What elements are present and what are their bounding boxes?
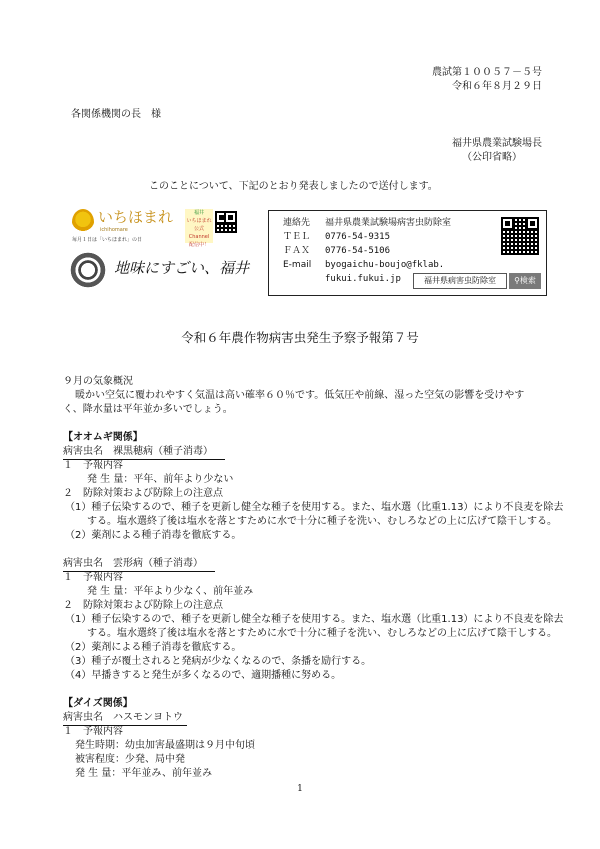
weather-line-1: 暖かい空気に覆われやすく気温は高い確率６０％です。低気圧や前線、湿った空気の影響を受けやす: [75, 390, 525, 401]
pest-line: 発 生 量：平年より少なく、前年並み: [87, 586, 254, 597]
contact-label: 連絡先: [283, 218, 311, 228]
pest-line: する。塩水選終了後は塩水を落とすために水で十分に種子を洗い、むしろなどの上に広げて陰干しする。: [87, 628, 557, 639]
pest-line: （1）種子伝染するので、種子を更新し健全な種子を使用する。また、塩水選（比重1.13）により不良麦を除去: [65, 614, 564, 625]
pest-line: 被害程度：少発、局中発: [75, 754, 185, 765]
tel-number: 0776-54-9315: [325, 232, 391, 242]
pest-line: 発 生 量：平年並み、前年並み: [75, 768, 212, 779]
seal-note: （公印省略）: [462, 152, 522, 163]
intro-text: このことについて、下記のとおり発表しましたので送付します。: [149, 181, 438, 192]
pest-line: 発生時期：幼虫加害最盛期は９月中旬頃: [75, 740, 255, 751]
pest-line: １ 予報内容: [63, 460, 123, 471]
email-label: E-mail: [283, 260, 312, 270]
pest-line: （3）種子が覆土されると発病が少なくなるので、条播を励行する。: [65, 656, 372, 667]
channel-line-3: 公式Channel: [188, 226, 210, 240]
pest-line: （2）薬剤による種子消毒を徹底する。: [65, 530, 242, 541]
banner: [62, 203, 547, 299]
pest-name: 病害虫名 ハスモンヨトウ: [63, 712, 187, 726]
rice-logo-icon: [72, 209, 94, 235]
channel-line-2: いちほまれ: [186, 218, 212, 224]
weather-heading: ９月の気象概況: [63, 376, 133, 387]
channel-line-4: 配信中！: [188, 242, 209, 248]
search-button[interactable]: [509, 273, 541, 289]
search-button-label: 検索: [519, 276, 536, 285]
pest-line: 発 生 量：平年、前年より少ない: [87, 474, 234, 485]
pest-line: （1）種子伝染するので、種子を更新し健全な種子を使用する。また、塩水選（比重1.13）により不良麦を除去: [65, 502, 564, 513]
contact-qr-code: [501, 217, 539, 255]
section-heading-barley: 【オオムギ関係】: [63, 432, 143, 443]
contact-organization: 福井県農業試験場病害虫防除室: [325, 218, 452, 228]
search-box[interactable]: 福井県病害虫防除室: [413, 273, 507, 289]
logo-sub: ichihomare: [100, 227, 128, 233]
channel-badge: [185, 209, 213, 248]
weather-line-2: く、降水量は平年並か多いでしょう。: [63, 404, 233, 415]
document-date: 令和６年８月２９日: [452, 81, 542, 92]
section-heading-soybean: 【ダイズ関係】: [63, 698, 133, 709]
fukui-emblem-icon: [68, 251, 108, 289]
pest-line: する。塩水選終了後は塩水を落とすために水で十分に種子を洗い、むしろなどの上に広げて陰干しする。: [87, 516, 557, 527]
document-number: 農試第１００５７－５号: [432, 67, 542, 78]
pest-line: （4）早播きすると発生が多くなるので、適期播種に努める。: [65, 670, 342, 681]
email-line-1: byogaichu-boujo@fklab.: [325, 260, 445, 270]
pest-line: １ 予報内容: [63, 572, 123, 583]
pest-line: （2）薬剤による種子消毒を徹底する。: [65, 642, 242, 653]
fax-number: 0776-54-5106: [325, 246, 391, 256]
logo-text: いちほまれ: [98, 208, 174, 226]
pest-name: 病害虫名 雲形病（種子消毒）: [63, 558, 215, 572]
fukui-slogan: 地味にすごい、福井: [114, 259, 250, 277]
pest-line: １ 予報内容: [63, 726, 123, 737]
fax-label: ＦＡＸ: [283, 246, 311, 256]
pest-line: ２ 防除対策および防除上の注意点: [63, 600, 223, 611]
tel-label: ＴＥＬ: [283, 232, 311, 242]
pest-line: ２ 防除対策および防除上の注意点: [63, 488, 223, 499]
logo-caption: 毎月１日は「いちほまれ」の日: [72, 237, 143, 243]
document-title: 令和６年農作物病害虫発生予察予報第７号: [181, 330, 419, 345]
channel-qr-code: [215, 211, 237, 233]
email-line-2: fukui.fukui.jp: [325, 274, 401, 284]
ichihomare-logo: [72, 207, 182, 247]
page-number: 1: [297, 784, 303, 794]
search-icon: ⚲: [514, 276, 520, 285]
sender-organization: 福井県農業試験場長: [452, 138, 542, 149]
contact-box: [268, 210, 547, 296]
pest-name: 病害虫名 裸黒穂病（種子消毒）: [63, 446, 225, 460]
recipient: 各関係機関の長 様: [71, 109, 161, 120]
channel-line-1: 福井: [193, 210, 204, 216]
